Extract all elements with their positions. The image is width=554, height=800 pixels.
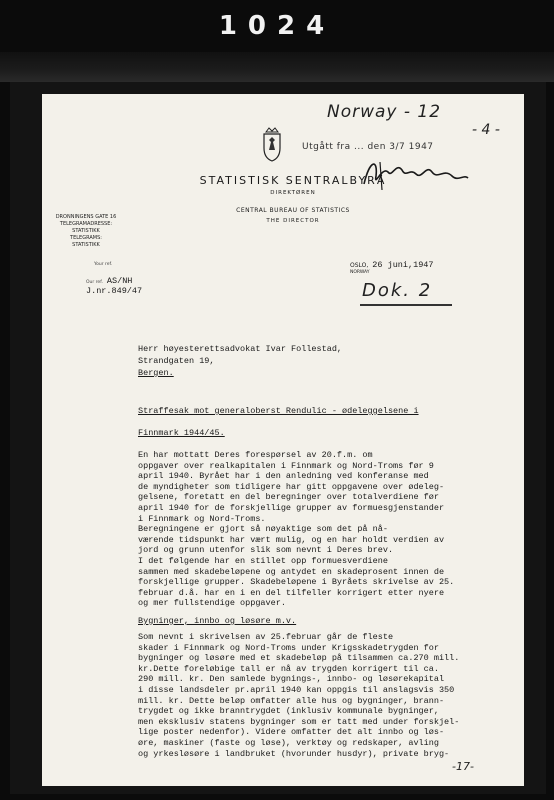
subject-line: Straffesak mot generaloberst Rendulic - ødeleggelsene i [138,406,419,416]
received-stamp: Utgått fra ... den 3/7 1947 [302,142,434,152]
frame-number: 1024 [218,11,336,41]
handwritten-underline [360,304,452,306]
text-line: april 1940 for de forskjellige grupper av formuesgjenstander [138,502,445,513]
text-line: 290 mill. kr. Den samlede bygnings-, innbo- og løsørekapital [138,674,445,685]
recipient-line: Bergen. [138,368,174,378]
handwritten-archive-label: Norway - 12 [327,102,442,122]
paragraph-1 [138,450,512,609]
letter-page [42,94,524,786]
text-line: I det følgende har en stillet opp formuesverdiene [138,555,388,566]
film-band [0,52,554,82]
text-line: jord og grunn utenfor slik som nevnt i Deres brev. [138,545,394,556]
letterhead-direktoren: DIREKTØREN [270,190,316,196]
text-line: lige poster nedenfor). Videre omfatter det alt innbo og løs- [138,727,445,738]
film-sheet [10,82,546,794]
paragraph-2 [138,632,512,759]
date-value: 26 juni,1947 [372,260,434,270]
subject-line: Finnmark 1944/45. [138,428,225,438]
letterhead-org-name: STATISTISK SENTRALBYRÅ [199,174,387,187]
letterhead-address [46,214,126,249]
text-line: kr.Dette foreløbige tall er nå av trygden korrigert til ca. [138,663,439,674]
section-heading: Bygninger, innbo og løsøre m.v. [138,616,297,626]
journal-number: J.nr.849/47 [86,286,143,296]
text-line: februar d.å. har en i en del tilfeller korrigert etter nyere [138,587,445,598]
text-line: mill. kr. Dette beløp omfatter alle hus og bygninger, brann- [138,695,445,706]
text-line: bygninger og løsøre med et skadebeløp på tilsammen ca.270 mill. [138,653,460,664]
our-ref [86,276,132,286]
handwritten-page-number: - 4 - [472,122,500,138]
text-line: i Finnmark og Nord-Troms. [138,513,266,524]
text-line: værende tidspunkt har vært mulig, og en har holdt verdien av [138,534,445,545]
text-line: Beregningene er gjort så nøyaktige som det på nå- [138,524,388,535]
address-line: STATISTIKK [72,242,100,248]
letter-date [350,260,434,270]
coat-of-arms-icon [260,126,284,162]
text-line: gelsene, foretatt en del beregninger over totalverdiene før [138,492,439,503]
recipient-line: Strandgaten 19, [138,356,215,366]
date-city: OSLO, [350,262,369,269]
handwritten-document-number: Dok. 2 [362,280,433,301]
letterhead-director-en: THE DIRECTOR [266,218,320,224]
text-line: forskjellige grupper. Skadebeløpene i Byråets skrivelse av 25. [138,577,455,588]
text-line: trygdet og ikke branntrygdet (inklusiv kommunale bygninger, [138,706,439,717]
address-line: TELEGRAMS: [70,235,102,241]
text-line: og yrkesløsøre i landbruket (hvorunder husdyr), private bryg- [138,748,450,759]
text-line: april 1940. Byrået har i den anledning ved konferanse med [138,471,429,482]
text-line: oppgaver over realkapitalen i Finnmark og Nord-Troms før 9 [138,460,434,471]
text-line: i disse landsdeler pr.april 1940 kan oppgis til anslagsvis 350 [138,684,455,695]
address-line: TELEGRAMADRESSE: [59,221,113,227]
text-line: og mer fullstendige oppgaver. [138,598,286,609]
our-ref-label: Our ref. [86,280,103,285]
date-country: NORWAY [350,270,370,275]
text-line: de myndigheter som tidligere har gitt oppgavene over ødeleg- [138,481,445,492]
text-line: men eksklusiv statens bygninger som er tatt med under forskjel- [138,716,460,727]
letterhead-org-name-en: CENTRAL BUREAU OF STATISTICS [236,207,350,214]
address-line: STATISTIKK [72,228,100,234]
text-line: Som nevnt i skrivelsen av 25.februar går de fleste [138,632,394,642]
text-line: øre, maskiner (faste og løse), verktøy og redskaper, avling [138,737,439,748]
text-line: En har mottatt Deres forespørsel av 20.f.m. om [138,450,373,460]
text-line: skader i Finnmark og Nord-Troms under Krigsskadetrygden for [138,642,439,653]
your-ref-label: Your ref. [94,262,113,267]
handwritten-footer-number: -17- [452,760,474,773]
our-ref-value: AS/NH [106,276,133,286]
text-line: sammen med skadebeløpene og antydet en skadeprosent innen de [138,566,445,577]
recipient-line: Herr høyesterettsadvokat Ivar Follestad, [138,344,343,354]
address-line: DRONNINGENS GATE 16 [55,214,117,220]
